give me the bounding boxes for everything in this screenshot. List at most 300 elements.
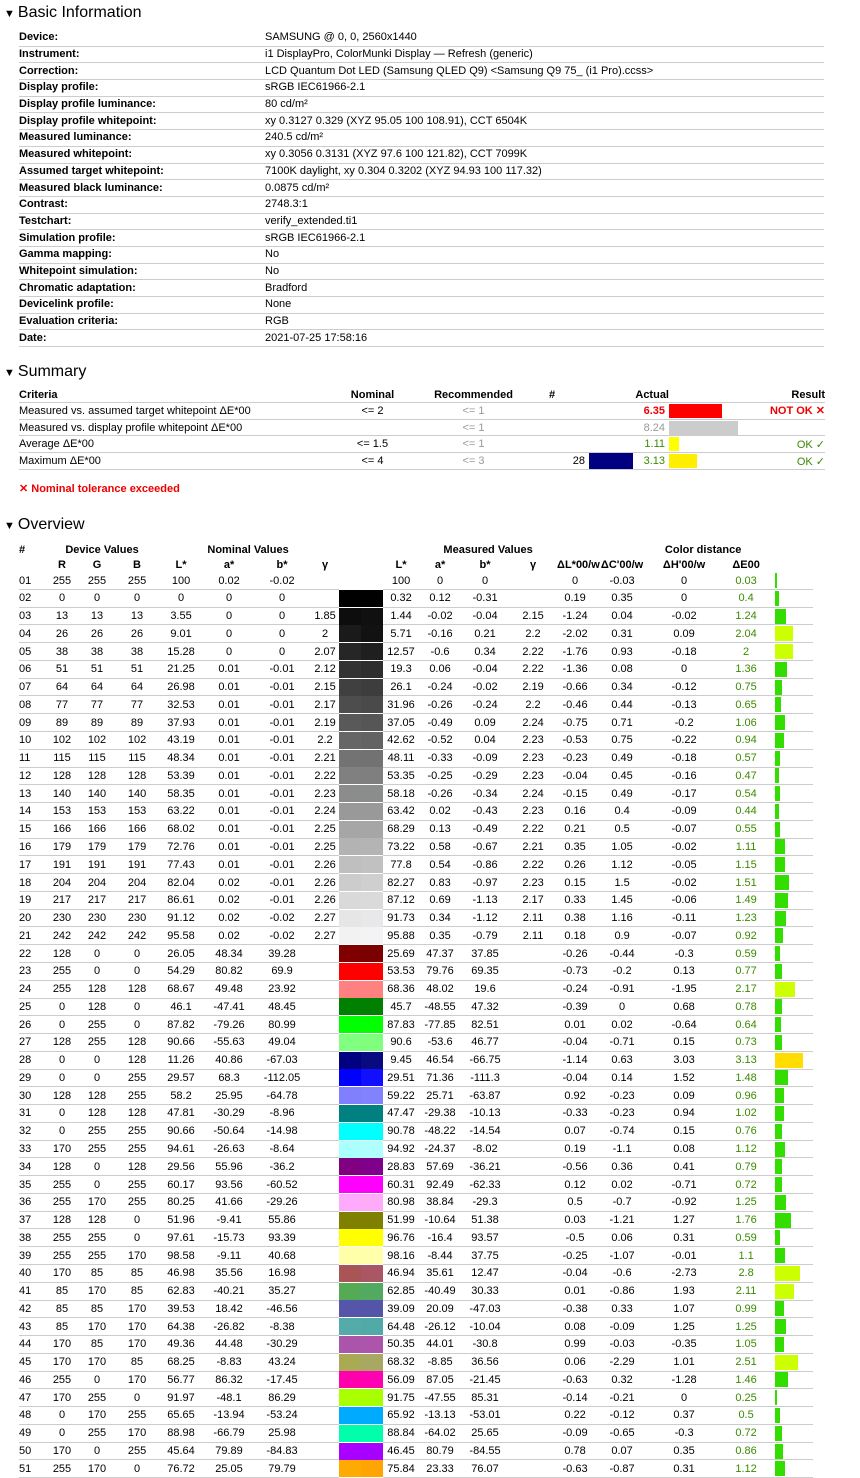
delta-e-bar bbox=[775, 893, 788, 908]
measured-cell: 0 bbox=[651, 660, 717, 678]
measured-cell: 25.69 bbox=[383, 945, 419, 963]
nominal-cell: 77 bbox=[77, 696, 117, 714]
measured-cell: -0.21 bbox=[593, 1389, 651, 1407]
nominal-cell: 230 bbox=[77, 909, 117, 927]
delta-e-bar bbox=[775, 733, 783, 748]
delta-e-bar bbox=[775, 1230, 780, 1245]
measured-cell: 0.06 bbox=[593, 1229, 651, 1247]
nominal-swatch bbox=[339, 625, 361, 642]
nominal-cell: 0 bbox=[77, 1176, 117, 1194]
measured-swatch bbox=[361, 1283, 383, 1300]
nominal-cell: 26 bbox=[77, 625, 117, 643]
measured-cell: -0.87 bbox=[593, 1460, 651, 1478]
nominal-cell: 255 bbox=[117, 1407, 157, 1425]
nominal-cell: 13 bbox=[47, 607, 77, 625]
nominal-cell: 2.21 bbox=[311, 749, 339, 767]
nominal-cell: 13 bbox=[117, 607, 157, 625]
nominal-cell: 90.66 bbox=[157, 1122, 205, 1140]
basic-info-key: Chromatic adaptation: bbox=[19, 280, 265, 297]
delta-e-bar bbox=[775, 875, 789, 890]
nominal-cell: 242 bbox=[47, 927, 77, 945]
nominal-cell: 255 bbox=[77, 1140, 117, 1158]
row-number: 15 bbox=[19, 820, 47, 838]
measured-cell: -0.56 bbox=[557, 1158, 593, 1176]
nominal-cell: -0.01 bbox=[253, 820, 311, 838]
measured-cell: 20.09 bbox=[419, 1300, 461, 1318]
row-number: 42 bbox=[19, 1300, 47, 1318]
measured-cell: -1.14 bbox=[557, 1051, 593, 1069]
color-swatch bbox=[339, 1158, 383, 1176]
basic-info-key: Correction: bbox=[19, 63, 265, 80]
nominal-cell: 128 bbox=[117, 980, 157, 998]
nominal-cell: 68.02 bbox=[157, 820, 205, 838]
nominal-cell: 23.92 bbox=[253, 980, 311, 998]
nominal-cell: 64 bbox=[47, 678, 77, 696]
measured-cell bbox=[509, 1371, 557, 1389]
nominal-cell: 58.35 bbox=[157, 785, 205, 803]
nominal-cell: 49.36 bbox=[157, 1336, 205, 1354]
measured-cell: -26.12 bbox=[419, 1318, 461, 1336]
nominal-swatch bbox=[339, 892, 361, 909]
overview-row bbox=[19, 572, 841, 589]
nominal-cell: 0.01 bbox=[205, 714, 253, 732]
measured-cell: 0.49 bbox=[593, 785, 651, 803]
measured-cell: 1.1 bbox=[717, 1247, 775, 1265]
color-swatch bbox=[339, 1034, 383, 1052]
delta-e-bar bbox=[775, 1124, 782, 1139]
row-number: 35 bbox=[19, 1176, 47, 1194]
measured-cell bbox=[509, 1051, 557, 1069]
nominal-swatch bbox=[339, 661, 361, 678]
nominal-cell: 93.56 bbox=[205, 1176, 253, 1194]
measured-cell: -0.79 bbox=[461, 927, 509, 945]
measured-cell: 5.71 bbox=[383, 625, 419, 643]
measured-cell: 0.19 bbox=[557, 589, 593, 607]
measured-cell: -47.03 bbox=[461, 1300, 509, 1318]
overview-row bbox=[19, 1282, 841, 1300]
nominal-cell: 230 bbox=[117, 909, 157, 927]
measured-cell: -8.85 bbox=[419, 1353, 461, 1371]
measured-swatch bbox=[361, 1123, 383, 1140]
nominal-swatch bbox=[339, 1354, 361, 1371]
row-number: 19 bbox=[19, 891, 47, 909]
nominal-cell: 179 bbox=[47, 838, 77, 856]
nominal-cell: -0.01 bbox=[253, 660, 311, 678]
measured-cell: -1.95 bbox=[651, 980, 717, 998]
color-swatch bbox=[339, 1389, 383, 1407]
nominal-cell: 0 bbox=[117, 1016, 157, 1034]
nominal-cell: -55.63 bbox=[205, 1034, 253, 1052]
col-header: ΔL*00/w bbox=[557, 558, 600, 571]
nominal-cell: -8.96 bbox=[253, 1105, 311, 1123]
color-swatch-inner bbox=[339, 1141, 383, 1158]
delta-e-bar bbox=[775, 697, 781, 712]
measured-cell: -0.67 bbox=[461, 838, 509, 856]
nominal-cell: -64.78 bbox=[253, 1087, 311, 1105]
overview-row bbox=[19, 1051, 841, 1069]
measured-cell: 0.76 bbox=[717, 1122, 775, 1140]
color-swatch-inner bbox=[339, 1016, 383, 1033]
nominal-cell: 35.27 bbox=[253, 1282, 311, 1300]
row-number: 20 bbox=[19, 909, 47, 927]
nominal-cell: 77 bbox=[117, 696, 157, 714]
basic-info-key: Device: bbox=[19, 30, 265, 46]
nominal-cell: -15.73 bbox=[205, 1229, 253, 1247]
nominal-cell: 2.26 bbox=[311, 856, 339, 874]
measured-swatch bbox=[361, 856, 383, 873]
nominal-cell: 170 bbox=[117, 1300, 157, 1318]
nominal-cell: 255 bbox=[47, 1460, 77, 1478]
summary-actual: 1.11 bbox=[633, 436, 669, 453]
nominal-cell: -79.26 bbox=[205, 1016, 253, 1034]
nominal-cell: 60.17 bbox=[157, 1176, 205, 1194]
measured-cell: 0.99 bbox=[717, 1300, 775, 1318]
basic-info-value: No bbox=[265, 263, 824, 280]
measured-cell: 0.16 bbox=[557, 803, 593, 821]
basic-info-row bbox=[19, 230, 824, 247]
nominal-cell: 0 bbox=[205, 625, 253, 643]
measured-cell: -0.02 bbox=[419, 607, 461, 625]
overview-heading[interactable]: ▼ Overview bbox=[4, 516, 85, 534]
measured-swatch bbox=[361, 785, 383, 802]
nominal-cell: 94.61 bbox=[157, 1140, 205, 1158]
measured-cell: 0.01 bbox=[557, 1016, 593, 1034]
measured-cell: 0.59 bbox=[717, 1229, 775, 1247]
nominal-cell: 255 bbox=[47, 1247, 77, 1265]
measured-cell: 79.76 bbox=[419, 962, 461, 980]
delta-e-bar-cell bbox=[775, 1016, 813, 1034]
basic-info-row bbox=[19, 263, 824, 280]
measured-cell: -62.33 bbox=[461, 1176, 509, 1194]
col-header: ΔC'00/w bbox=[600, 558, 644, 571]
measured-cell: -0.01 bbox=[651, 1247, 717, 1265]
measured-cell: 0.38 bbox=[557, 909, 593, 927]
nominal-cell: 170 bbox=[117, 1336, 157, 1354]
basic-info-value: LCD Quantum Dot LED (Samsung QLED Q9) <Samsung Q9 75_ (i1 Pro).ccss> bbox=[265, 63, 824, 80]
measured-cell: 1.06 bbox=[717, 714, 775, 732]
measured-cell: 63.42 bbox=[383, 803, 419, 821]
delta-e-bar-cell bbox=[775, 678, 813, 696]
color-swatch bbox=[339, 1140, 383, 1158]
delta-e-bar-cell bbox=[775, 962, 813, 980]
basic-info-key: Measured whitepoint: bbox=[19, 146, 265, 163]
measured-cell: -24.37 bbox=[419, 1140, 461, 1158]
basic-info-value: RGB bbox=[265, 313, 824, 330]
measured-cell: -0.71 bbox=[593, 1034, 651, 1052]
nominal-cell: 170 bbox=[77, 1353, 117, 1371]
color-swatch-inner bbox=[339, 1247, 383, 1264]
measured-cell: 0.12 bbox=[557, 1176, 593, 1194]
nominal-cell: 102 bbox=[77, 732, 117, 750]
nominal-cell: 85 bbox=[77, 1300, 117, 1318]
nominal-cell: 115 bbox=[117, 749, 157, 767]
nominal-cell: 51 bbox=[77, 660, 117, 678]
color-swatch bbox=[339, 643, 383, 661]
measured-cell: 2.24 bbox=[509, 714, 557, 732]
measured-cell: 1.16 bbox=[593, 909, 651, 927]
overview-row bbox=[19, 1158, 841, 1176]
measured-cell: -0.91 bbox=[593, 980, 651, 998]
nominal-swatch bbox=[339, 1247, 361, 1264]
basic-info-value: i1 DisplayPro, ColorMunki Display — Refresh (generic) bbox=[265, 46, 824, 63]
row-number: 51 bbox=[19, 1460, 47, 1478]
measured-cell: -0.6 bbox=[419, 643, 461, 661]
basic-information-heading[interactable]: ▼ Basic Information bbox=[4, 4, 142, 21]
measured-cell: 48.11 bbox=[383, 749, 419, 767]
color-swatch-inner bbox=[339, 874, 383, 891]
measured-cell: -66.75 bbox=[461, 1051, 509, 1069]
nominal-swatch bbox=[339, 679, 361, 696]
delta-e-bar-cell bbox=[775, 1442, 813, 1460]
nominal-cell: 0.01 bbox=[205, 749, 253, 767]
measured-cell: 51.99 bbox=[383, 1211, 419, 1229]
measured-cell: 42.62 bbox=[383, 732, 419, 750]
nominal-cell: -66.79 bbox=[205, 1424, 253, 1442]
delta-e-bar bbox=[775, 1408, 779, 1423]
overview-row bbox=[19, 607, 841, 625]
basic-info-row bbox=[19, 146, 824, 163]
nominal-cell: 98.58 bbox=[157, 1247, 205, 1265]
nominal-swatch bbox=[339, 767, 361, 784]
nominal-cell: 18.42 bbox=[205, 1300, 253, 1318]
nominal-cell: 0.01 bbox=[205, 678, 253, 696]
nominal-cell: 35.56 bbox=[205, 1264, 253, 1282]
criteria-header: Criteria bbox=[19, 387, 339, 403]
color-swatch-inner bbox=[339, 910, 383, 927]
nominal-cell: 170 bbox=[47, 1353, 77, 1371]
color-swatch-inner bbox=[339, 1212, 383, 1229]
delta-e-bar bbox=[775, 1444, 783, 1459]
measured-cell: 0.35 bbox=[593, 589, 651, 607]
nominal-cell: 128 bbox=[47, 1211, 77, 1229]
summary-result: OK ✓ bbox=[759, 436, 825, 453]
measured-swatch bbox=[361, 572, 383, 589]
summary-recommended: <= 1 bbox=[406, 403, 541, 420]
overview-row bbox=[19, 962, 841, 980]
nominal-cell: 0 bbox=[77, 1158, 117, 1176]
summary-recommended: <= 1 bbox=[406, 419, 541, 436]
nominal-swatch bbox=[339, 1318, 361, 1335]
measured-cell bbox=[509, 980, 557, 998]
delta-e-bar bbox=[775, 1266, 800, 1281]
measured-cell: 1.49 bbox=[717, 891, 775, 909]
color-swatch bbox=[339, 732, 383, 750]
nominal-cell: 102 bbox=[117, 732, 157, 750]
basic-info-value: Bradford bbox=[265, 280, 824, 297]
nominal-cell: 3.55 bbox=[157, 607, 205, 625]
delta-e-bar bbox=[775, 1195, 786, 1210]
measured-cell: 25.71 bbox=[419, 1087, 461, 1105]
delta-e-bar-cell bbox=[775, 909, 813, 927]
measured-cell: 87.05 bbox=[419, 1371, 461, 1389]
measured-cell: 0.08 bbox=[651, 1140, 717, 1158]
basic-info-value: 240.5 cd/m² bbox=[265, 130, 824, 147]
measured-cell: -0.03 bbox=[593, 572, 651, 589]
nominal-cell: 89 bbox=[77, 714, 117, 732]
row-number: 24 bbox=[19, 980, 47, 998]
delta-e-bar bbox=[775, 768, 779, 783]
color-swatch bbox=[339, 1176, 383, 1194]
nominal-cell: 217 bbox=[47, 891, 77, 909]
nominal-cell: -8.83 bbox=[205, 1353, 253, 1371]
measured-cell: 85.31 bbox=[461, 1389, 509, 1407]
summary-result: NOT OK ✕ bbox=[759, 403, 825, 420]
measured-cell: 0.25 bbox=[717, 1389, 775, 1407]
color-swatch-inner bbox=[339, 856, 383, 873]
nominal-cell: 242 bbox=[117, 927, 157, 945]
row-number: 10 bbox=[19, 732, 47, 750]
delta-e-bar bbox=[775, 680, 782, 695]
measured-cell: 12.57 bbox=[383, 643, 419, 661]
measured-cell: 0.94 bbox=[651, 1105, 717, 1123]
measured-cell: 1.5 bbox=[593, 874, 651, 892]
nominal-cell: 0.01 bbox=[205, 838, 253, 856]
overview-row bbox=[19, 1442, 841, 1460]
summary-bar-cell bbox=[669, 453, 759, 470]
nominal-cell: 43.19 bbox=[157, 732, 205, 750]
measured-cell: 0.08 bbox=[593, 660, 651, 678]
measured-cell: 0.75 bbox=[593, 732, 651, 750]
measured-cell bbox=[509, 572, 557, 589]
measured-cell: 64.48 bbox=[383, 1318, 419, 1336]
nominal-cell: -0.01 bbox=[253, 785, 311, 803]
nominal-cell: 2.27 bbox=[311, 927, 339, 945]
num-header: # bbox=[19, 543, 26, 556]
row-number: 16 bbox=[19, 838, 47, 856]
measured-cell: 31.96 bbox=[383, 696, 419, 714]
measured-cell: 0.21 bbox=[557, 820, 593, 838]
measured-cell: 53.53 bbox=[383, 962, 419, 980]
basic-info-row bbox=[19, 213, 824, 230]
delta-e-bar-cell bbox=[775, 785, 813, 803]
nominal-cell: 0 bbox=[253, 625, 311, 643]
measured-cell: -0.38 bbox=[557, 1300, 593, 1318]
measured-cell: 57.69 bbox=[419, 1158, 461, 1176]
measured-cell: 1.15 bbox=[717, 856, 775, 874]
measured-cell: 0.33 bbox=[593, 1300, 651, 1318]
measured-swatch bbox=[361, 1105, 383, 1122]
measured-cell: 0.49 bbox=[593, 749, 651, 767]
summary-criteria: Maximum ΔE*00 bbox=[19, 453, 339, 470]
delta-e-bar-cell bbox=[775, 643, 813, 661]
measured-cell: -0.09 bbox=[557, 1424, 593, 1442]
measured-cell: 71.36 bbox=[419, 1069, 461, 1087]
measured-cell: 0.72 bbox=[717, 1176, 775, 1194]
basic-information-section bbox=[0, 0, 860, 347]
delta-e-bar bbox=[775, 1301, 784, 1316]
nominal-cell: 100 bbox=[157, 572, 205, 589]
nominal-cell: 79.79 bbox=[253, 1460, 311, 1478]
color-swatch-inner bbox=[339, 1389, 383, 1406]
nominal-swatch bbox=[339, 927, 361, 944]
nominal-cell bbox=[311, 1282, 339, 1300]
delta-e-bar bbox=[775, 1053, 803, 1068]
overview-row bbox=[19, 732, 841, 750]
delta-e-bar-cell bbox=[775, 1264, 813, 1282]
measured-cell: -2.02 bbox=[557, 625, 593, 643]
nominal-cell: 85 bbox=[77, 1336, 117, 1354]
measured-swatch bbox=[361, 608, 383, 625]
measured-cell: 0.37 bbox=[651, 1407, 717, 1425]
basic-info-key: Evaluation criteria: bbox=[19, 313, 265, 330]
measured-cell: 19.6 bbox=[461, 980, 509, 998]
overview-column-header-row bbox=[19, 557, 841, 572]
nominal-cell: 170 bbox=[47, 1442, 77, 1460]
measured-cell: -0.17 bbox=[651, 785, 717, 803]
nominal-cell: 11.26 bbox=[157, 1051, 205, 1069]
measured-cell: 88.84 bbox=[383, 1424, 419, 1442]
delta-e-bar bbox=[775, 1426, 781, 1441]
measured-cell: 0.5 bbox=[557, 1193, 593, 1211]
measured-cell: -0.46 bbox=[557, 696, 593, 714]
summary-swatch bbox=[589, 453, 633, 470]
overview-row bbox=[19, 1193, 841, 1211]
row-number: 41 bbox=[19, 1282, 47, 1300]
measured-cell: -0.18 bbox=[651, 643, 717, 661]
nominal-cell: 91.12 bbox=[157, 909, 205, 927]
measured-cell: 92.49 bbox=[419, 1176, 461, 1194]
color-swatch bbox=[339, 1211, 383, 1229]
nominal-cell: -0.01 bbox=[253, 767, 311, 785]
nominal-cell: 255 bbox=[77, 1247, 117, 1265]
nominal-cell: 48.34 bbox=[157, 749, 205, 767]
nominal-cell: -0.01 bbox=[253, 803, 311, 821]
nominal-cell: 0 bbox=[205, 589, 253, 607]
measured-cell: 1.01 bbox=[651, 1353, 717, 1371]
nominal-swatch bbox=[339, 1443, 361, 1460]
color-swatch-inner bbox=[339, 803, 383, 820]
summary-heading[interactable]: ▼ Summary bbox=[4, 363, 87, 381]
measured-swatch bbox=[361, 1087, 383, 1104]
delta-e-bar bbox=[775, 982, 794, 997]
measured-swatch bbox=[361, 1460, 383, 1477]
measured-cell: -0.26 bbox=[419, 696, 461, 714]
overview-row bbox=[19, 945, 841, 963]
nominal-cell: -9.41 bbox=[205, 1211, 253, 1229]
nominal-cell: 25.98 bbox=[253, 1424, 311, 1442]
summary-header-row bbox=[19, 387, 825, 403]
measured-swatch bbox=[361, 927, 383, 944]
measured-cell: 2.22 bbox=[509, 820, 557, 838]
nominal-cell: 40.86 bbox=[205, 1051, 253, 1069]
measured-cell bbox=[509, 1193, 557, 1211]
delta-e-bar-cell bbox=[775, 998, 813, 1016]
nominal-cell: 39.53 bbox=[157, 1300, 205, 1318]
nominal-cell: 2.12 bbox=[311, 660, 339, 678]
measured-cell: 0.26 bbox=[557, 856, 593, 874]
nominal-cell: -0.02 bbox=[253, 909, 311, 927]
nominal-swatch bbox=[339, 856, 361, 873]
measured-cell: 68.36 bbox=[383, 980, 419, 998]
row-number: 23 bbox=[19, 962, 47, 980]
measured-swatch bbox=[361, 1389, 383, 1406]
overview-row bbox=[19, 589, 841, 607]
nominal-cell: 69.9 bbox=[253, 962, 311, 980]
measured-cell: -1.24 bbox=[557, 607, 593, 625]
measured-cell: -0.26 bbox=[419, 785, 461, 803]
measured-cell: -10.64 bbox=[419, 1211, 461, 1229]
color-swatch bbox=[339, 1371, 383, 1389]
measured-cell: 0.92 bbox=[557, 1087, 593, 1105]
measured-cell: 0.31 bbox=[651, 1229, 717, 1247]
nominal-cell: 255 bbox=[47, 1176, 77, 1194]
nominal-cell: 128 bbox=[77, 1211, 117, 1229]
delta-e-bar bbox=[775, 911, 786, 926]
color-swatch bbox=[339, 1229, 383, 1247]
measured-cell: 46.45 bbox=[383, 1442, 419, 1460]
measured-cell bbox=[509, 1122, 557, 1140]
overview-row bbox=[19, 1069, 841, 1087]
